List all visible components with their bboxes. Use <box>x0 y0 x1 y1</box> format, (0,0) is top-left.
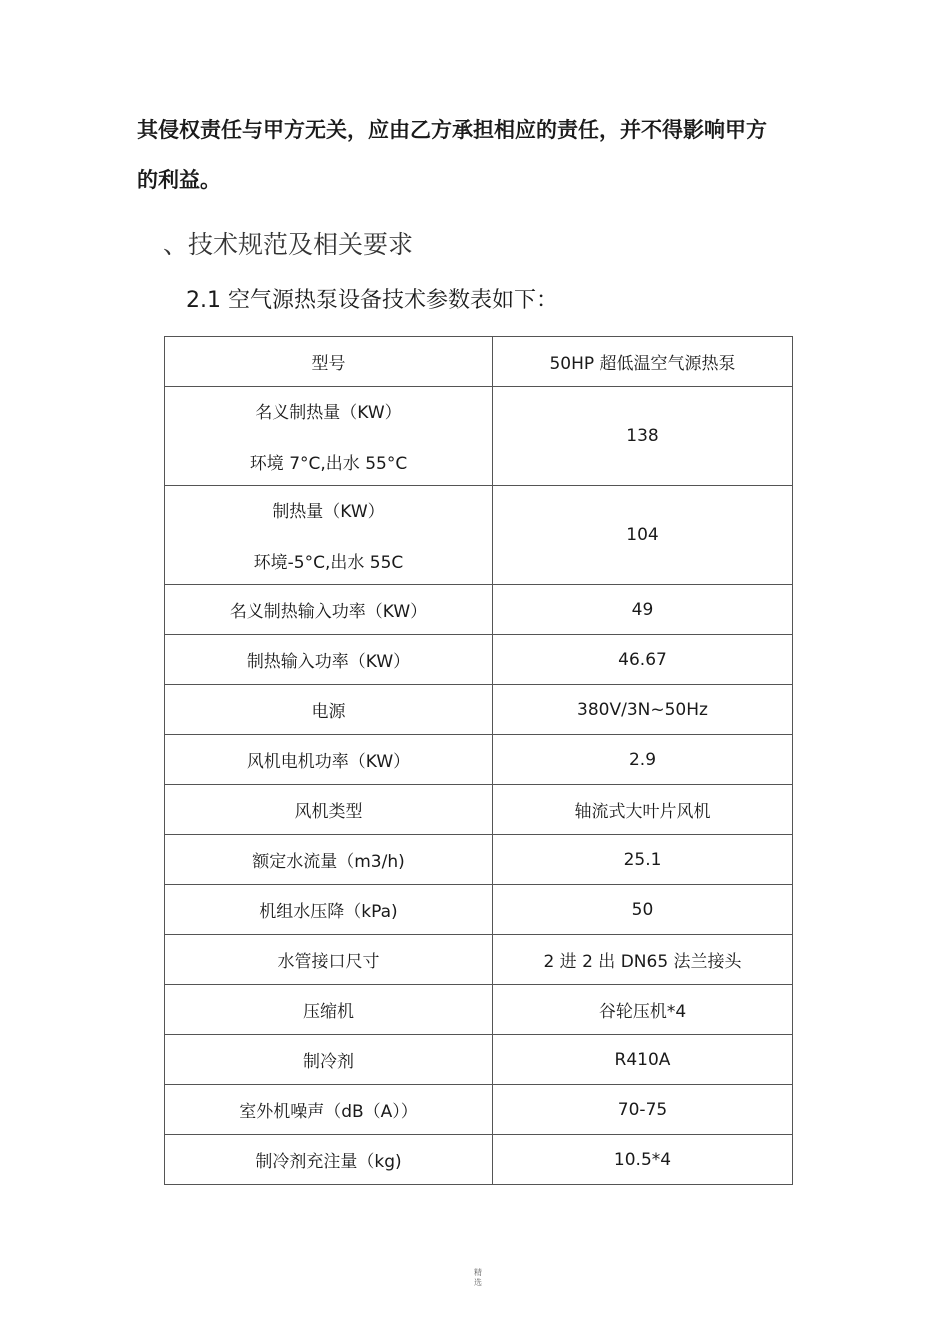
parameter-name-line: 制冷剂 <box>303 1052 354 1072</box>
parameter-value-cell: 轴流式大叶片风机 <box>493 785 793 835</box>
parameter-name-cell <box>165 985 493 1035</box>
section-heading: 、技术规范及相关要求 <box>163 230 414 259</box>
table-row <box>165 835 793 885</box>
table-row <box>165 785 793 835</box>
parameter-name-cell <box>165 387 493 486</box>
parameter-value-cell: 10.5*4 <box>493 1135 793 1185</box>
parameter-name-cell <box>165 835 493 885</box>
table-row <box>165 885 793 935</box>
table-row <box>165 635 793 685</box>
parameter-name-cell <box>165 785 493 835</box>
parameter-name-line: 名义制热输入功率（KW） <box>229 602 428 622</box>
parameter-name-line: 风机类型 <box>294 802 363 822</box>
table-row <box>165 1035 793 1085</box>
table-row <box>165 486 793 585</box>
parameter-name-cell <box>165 685 493 735</box>
parameter-name-cell <box>165 1085 493 1135</box>
table-row <box>165 935 793 985</box>
parameter-name-line: 室外机噪声（dB（A）） <box>239 1102 418 1122</box>
parameter-value-cell: 104 <box>493 486 793 585</box>
table-row <box>165 735 793 785</box>
parameter-name-line: 机组水压降（kPa) <box>259 902 398 922</box>
footer-char-2: 选 <box>474 1278 482 1287</box>
parameter-value-cell: 谷轮压机*4 <box>493 985 793 1035</box>
parameter-name-line: 制热输入功率（KW） <box>246 652 411 672</box>
footer-char-1: 精 <box>474 1268 482 1277</box>
parameter-value-cell: 46.67 <box>493 635 793 685</box>
parameter-value-cell: 25.1 <box>493 835 793 885</box>
parameter-name-cell <box>165 885 493 935</box>
parameter-value-cell: 2.9 <box>493 735 793 785</box>
parameter-name-line: 电源 <box>311 702 346 722</box>
parameter-name-line: 压缩机 <box>303 1002 354 1022</box>
table-row <box>165 685 793 735</box>
parameter-name-cell <box>165 1035 493 1085</box>
parameter-value-cell: 50 <box>493 885 793 935</box>
parameter-name-line: 水管接口尺寸 <box>277 952 380 972</box>
parameter-name-cell <box>165 635 493 685</box>
parameter-name-cell <box>165 1135 493 1185</box>
parameter-name-line: 风机电机功率（KW） <box>246 752 411 772</box>
parameter-name-cell <box>165 935 493 985</box>
parameter-value-cell: 49 <box>493 585 793 635</box>
table-row <box>165 985 793 1035</box>
parameter-name-line: 名义制热量（KW） <box>255 403 402 423</box>
header-cell-model-value: 50HP 超低温空气源热泵 <box>493 337 793 387</box>
parameter-name-line: 制热量（KW） <box>272 502 385 522</box>
parameter-value-cell: 380V/3N~50Hz <box>493 685 793 735</box>
body-paragraph-line-2: 的利益。 <box>137 168 221 192</box>
header-cell-model-label: 型号 <box>165 337 493 387</box>
parameter-value-cell: 70-75 <box>493 1085 793 1135</box>
sub-heading: 2.1 空气源热泵设备技术参数表如下： <box>186 288 558 313</box>
table-row <box>165 387 793 486</box>
parameter-name-cell <box>165 735 493 785</box>
technical-parameters-table <box>164 336 793 1185</box>
parameter-name-cell <box>165 585 493 635</box>
table-header-row <box>165 337 793 387</box>
table-row <box>165 585 793 635</box>
parameter-name-line: 环境 7°C,出水 55°C <box>249 454 408 474</box>
table-row <box>165 1135 793 1185</box>
parameter-name-line: 制冷剂充注量（kg) <box>255 1152 402 1172</box>
body-paragraph-line-1: 其侵权责任与甲方无关，应由乙方承担相应的责任，并不得影响甲方 <box>137 118 767 142</box>
page-footer-mark <box>468 1268 488 1288</box>
parameter-name-cell <box>165 486 493 585</box>
parameter-name-line: 环境-5°C,出水 55C <box>253 553 404 573</box>
parameter-value-cell: 138 <box>493 387 793 486</box>
parameter-value-cell: 2 进 2 出 DN65 法兰接头 <box>493 935 793 985</box>
table-row <box>165 1085 793 1135</box>
parameter-value-cell: R410A <box>493 1035 793 1085</box>
parameter-name-line: 额定水流量（m3/h) <box>252 852 405 872</box>
